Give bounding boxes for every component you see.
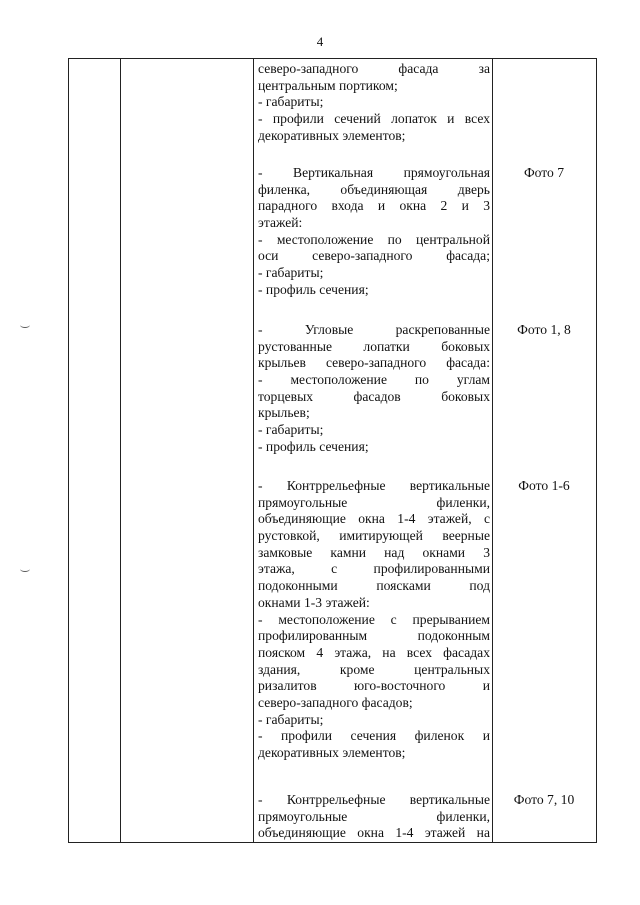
margin-mark — [20, 322, 30, 328]
description-cell — [258, 61, 490, 144]
text-line: - габариты; — [258, 711, 324, 727]
text-line: - местоположение с прерыванием — [258, 611, 490, 627]
text-line: - Вертикальная прямоугольная — [258, 165, 490, 180]
text-line: здания, кроме центральных — [258, 661, 490, 677]
table-top-border — [68, 58, 597, 59]
text-line: - Контррельефные вертикальные — [258, 478, 490, 493]
column-divider-2 — [253, 58, 254, 843]
description-cell — [258, 322, 490, 456]
text-line: этажей: — [258, 215, 303, 231]
text-line: замковые камни над окнами 3 — [258, 544, 490, 560]
text-line: объединяющие окна 1-4 этажей, с — [258, 511, 490, 527]
text-line: северо-западного фасадов; — [258, 694, 413, 710]
page-number: 4 — [316, 34, 324, 49]
text-line: декоративных элементов; — [258, 127, 406, 143]
text-line: - профили сечений лопаток и всех — [258, 111, 490, 127]
text-line: профилированным подоконным — [258, 628, 490, 644]
text-line: - местоположение по центральной — [258, 231, 490, 247]
text-line: - местоположение по углам — [258, 372, 490, 388]
description-cell — [258, 792, 490, 842]
text-line: - профиль сечения; — [258, 281, 369, 297]
text-line: крыльев северо-западного фасада: — [258, 355, 490, 371]
text-line: - Контррельефные вертикальные — [258, 792, 490, 807]
text-line: ризалитов юго-восточного и — [258, 678, 490, 694]
text-line: - габариты; — [258, 94, 324, 110]
text-line: - габариты; — [258, 422, 324, 438]
table-left-border — [68, 58, 69, 843]
text-line: центральным портиком; — [258, 77, 398, 93]
text-line: - профиль сечения; — [258, 438, 369, 454]
column-divider-1 — [120, 58, 121, 843]
table-right-border — [596, 58, 597, 843]
text-line: парадного входа и окна 2 и 3 — [258, 198, 490, 214]
text-line: прямоугольные филенки, — [258, 808, 490, 824]
text-line: прямоугольные филенки, — [258, 494, 490, 510]
text-line: пояском 4 этажа, на всех фасадах — [258, 644, 490, 660]
text-line: торцевых фасадов боковых — [258, 388, 490, 404]
description-cell — [258, 478, 490, 762]
table-bottom-border — [68, 842, 597, 843]
text-line: рустовкой, имитирующей веерные — [258, 528, 490, 544]
text-line: рустованные лопатки боковых — [258, 338, 490, 354]
text-line: северо-западного фасада за — [258, 61, 490, 76]
text-line: - Угловые раскрепованные — [258, 322, 490, 337]
description-cell — [258, 165, 490, 299]
photo-reference: Фото 7 — [523, 165, 565, 180]
text-line: филенка, объединяющая дверь — [258, 181, 490, 197]
text-line: оси северо-западного фасада; — [258, 248, 490, 264]
photo-reference: Фото 7, 10 — [513, 792, 575, 807]
text-line: подоконными поясками под — [258, 578, 490, 594]
photo-reference: Фото 1-6 — [518, 478, 570, 493]
text-line: крыльев; — [258, 405, 310, 421]
margin-mark — [20, 566, 30, 572]
text-line: - габариты; — [258, 265, 324, 281]
photo-reference: Фото 1, 8 — [517, 322, 571, 337]
text-line: декоративных элементов; — [258, 745, 406, 760]
text-line: - профили сечения филенок и — [258, 728, 490, 744]
text-line: этажа, с профилированными — [258, 561, 490, 577]
text-line: окнами 1-3 этажей: — [258, 594, 370, 610]
text-line: объединяющие окна 1-4 этажей на — [258, 825, 490, 841]
